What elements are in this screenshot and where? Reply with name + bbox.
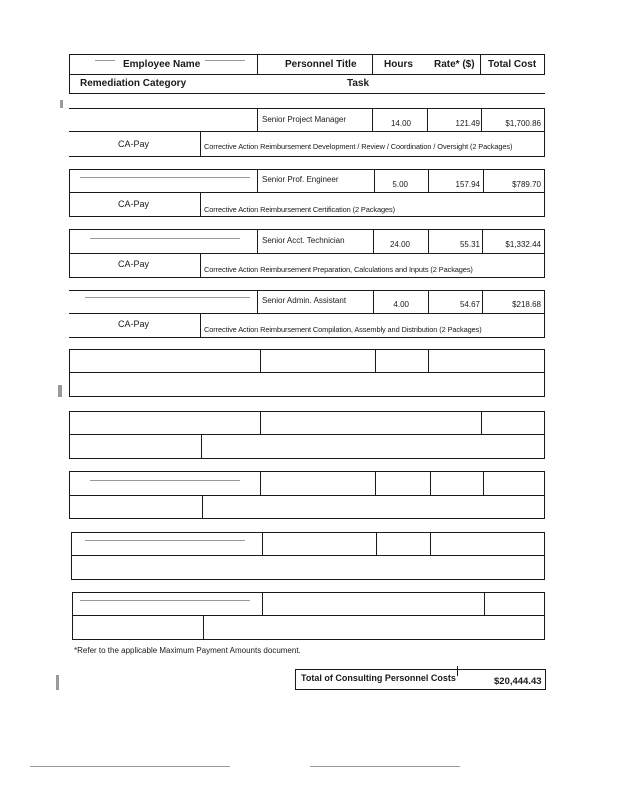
rate-value: 121.49: [455, 119, 480, 128]
header-remediation-category: Remediation Category: [80, 78, 187, 89]
hours-value: 5.00: [392, 180, 408, 189]
header-hours: Hours: [384, 59, 413, 70]
total-cost-value: $1,700.86: [505, 119, 541, 128]
remediation-category: CA-Pay: [118, 199, 150, 209]
header-total-cost: Total Cost: [488, 59, 537, 70]
remediation-category: CA-Pay: [118, 319, 150, 329]
rate-value: 55.31: [459, 240, 480, 249]
remediation-category: CA-Pay: [118, 259, 150, 269]
total-cost-value: $218.68: [512, 300, 541, 309]
task-description: Corrective Action Reimbursement Development / Review / Coordination / Oversight (2 Packages): [204, 142, 513, 151]
hours-value: 4.00: [393, 300, 409, 309]
hours-value: 24.00: [389, 240, 410, 249]
header-personnel-title: Personnel Title: [285, 59, 357, 70]
remediation-category: CA-Pay: [118, 139, 150, 149]
task-description: Corrective Action Reimbursement Certification (2 Packages): [204, 205, 395, 214]
task-description: Corrective Action Reimbursement Compilation, Assembly and Distribution (2 Packages): [204, 325, 482, 334]
header-employee-name: Employee Name: [123, 59, 201, 70]
total-cost-value: $1,332.44: [505, 240, 541, 249]
header-task: Task: [347, 78, 370, 89]
footnote: *Refer to the applicable Maximum Payment Amounts document.: [74, 646, 301, 655]
rate-value: 54.67: [459, 300, 480, 309]
total-value: $20,444.43: [494, 676, 542, 687]
total-label: Total of Consulting Personnel Costs: [301, 673, 456, 683]
total-cost-value: $789.70: [512, 180, 541, 189]
task-description: Corrective Action Reimbursement Preparation, Calculations and Inputs (2 Packages): [204, 265, 473, 274]
personnel-title: Senior Project Manager: [262, 115, 347, 124]
personnel-title: Senior Acct. Technician: [262, 236, 345, 245]
rate-value: 157.94: [455, 180, 480, 189]
hours-value: 14.00: [390, 119, 411, 128]
personnel-title: Senior Prof. Engineer: [262, 175, 339, 184]
header-rate: Rate* ($): [434, 59, 475, 70]
personnel-title: Senior Admin. Assistant: [262, 296, 347, 305]
